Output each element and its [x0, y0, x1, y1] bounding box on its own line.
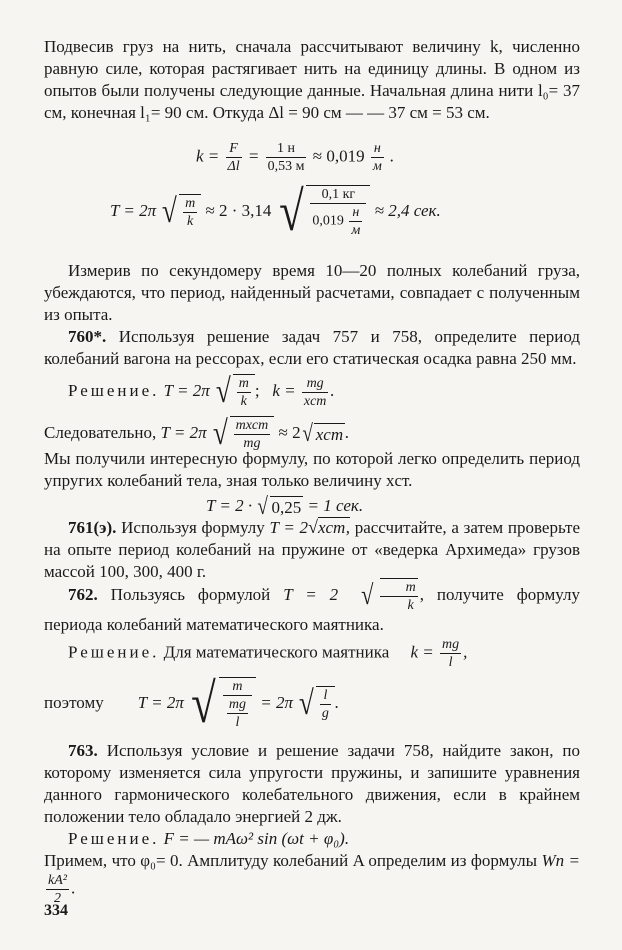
accept-paragraph: Примем, что φ₀= 0. Амплитуду колебаний A определим из формулы Wп = $\frac{\text{kA²}}{2}$ . — [44, 851, 580, 906]
frac-units: $\frac{н}{м}$ — [372, 141, 382, 174]
solution-760: Решение. T = 2π √ $\frac{m}{k}$ ; k = $\frac{mg}{\text{xст}}$ . — [68, 373, 335, 410]
k-equals: = — [247, 146, 260, 166]
solution-762: Решение. Для математического маятника k = $\frac{mg}{l}$ , — [68, 637, 468, 670]
frac-values: $\frac{1 н}{0,53 м}$ — [267, 141, 305, 174]
hence-formula: Следовательно, T = 2π √ $\frac{\text{mxст}}{mg}$ ≈ 2√ xст . — [44, 415, 350, 452]
problem-763: 763. Используя условие и решение задачи 758, найдите закон, по которому изменяется сила упругости пружины, и запишите уравнения данного гармонического колебательного движения, если в крайнем положении тело обладало энергией 2 дж. — [44, 741, 580, 826]
k-approx: ≈ 0,019 — [312, 146, 365, 166]
t1-result: ≈ 2,4 сек. — [374, 200, 441, 220]
page-number: 334 — [44, 902, 68, 919]
sqrt-icon: √ — [301, 421, 313, 447]
t1-mid: ≈ 2 · 3,14 — [205, 200, 272, 220]
intro-paragraph — [44, 36, 580, 124]
sqrt-icon: √ — [308, 517, 318, 537]
problem-number-763: 763. — [68, 741, 98, 760]
problem-762: 762. Пользуясь формулой T = 2 √ $\frac{m}{k}$ , получите формулу периода колебаний математического маятника. — [44, 580, 581, 634]
formula-period-1: T = 2π √ $\frac{m}{k}$ ≈ 2 · 3,14 √ 0,1 кг 0,019 $\frac{н}{м}$ ≈ 2,4 сек. — [110, 181, 441, 243]
t1-lhs: T = 2π — [110, 200, 157, 220]
frac-f-dl: $\frac{F}{\Delta l}$ — [227, 141, 240, 174]
sqrt-icon: √ — [212, 415, 228, 452]
problem-761: 761(э). Используя формулу T = 2√xст, рассчитайте, а затем проверьте на опыте период колебаний на пружине от «ведерка Архимеда» грузов массой 100, 300, 400 г. — [44, 517, 581, 581]
problem-760: 760*. Используя решение задач 757 и 758, определите период колебаний вагона на рессорах, если его статическая осадка равна 250 мм. — [44, 327, 581, 368]
solution-label: Решение. — [68, 380, 160, 400]
sqrt-icon: √ — [299, 685, 315, 722]
intro-text: Подвесив груз на нить, сначала рассчитывают величину k, численно равную силе, которая растягивает нить на единицу длины. В одном из опытов были получены следующие данные. Начальная длина нити l₀= 37 см, конечная l₁= 90 см. Откуда Δl = 90 см — — 37 см = 53 см. — [44, 37, 580, 122]
therefore-formula: поэтому T = 2π √ $\frac{m}{\frac{mg}{l}}$ = 2π √ $\frac{l}{g}$ . — [44, 673, 340, 735]
problem-number-762: 762. — [68, 584, 98, 604]
formula-k: k = $\frac{F}{\Delta l}$ = $\frac{1 н}{0,53 м}$ ≈ 0,019 $\frac{н}{м}$ . — [196, 141, 395, 174]
sqrt-icon: √ — [215, 373, 231, 410]
sqrt-icon: √ — [278, 181, 304, 243]
got-paragraph: Мы получили интересную формулу, по которой легко определить период упругих колебаний тела, зная только величину xст. — [44, 449, 580, 490]
sqrt-icon: √ — [257, 494, 269, 520]
sqrt-icon: √ — [361, 580, 374, 611]
sqrt-icon: √ — [162, 193, 178, 230]
sqrt-icon: √ — [191, 673, 216, 735]
measure-paragraph: Измерив по секундомеру время 10—20 полных колебаний груза, убеждаются, что период, найденный расчетами, совпадает с полученным из опыта. — [44, 261, 580, 324]
k-lhs: k = — [196, 146, 220, 166]
formula-period-2: T = 2 · √ 0,25 = 1 сек. — [206, 490, 363, 524]
problem-number-761: 761(э). — [68, 518, 117, 537]
problem-number-760: 760*. — [68, 327, 107, 346]
solution-763: Решение. F = — mAω² sin (ωt + φ₀). — [68, 829, 350, 848]
